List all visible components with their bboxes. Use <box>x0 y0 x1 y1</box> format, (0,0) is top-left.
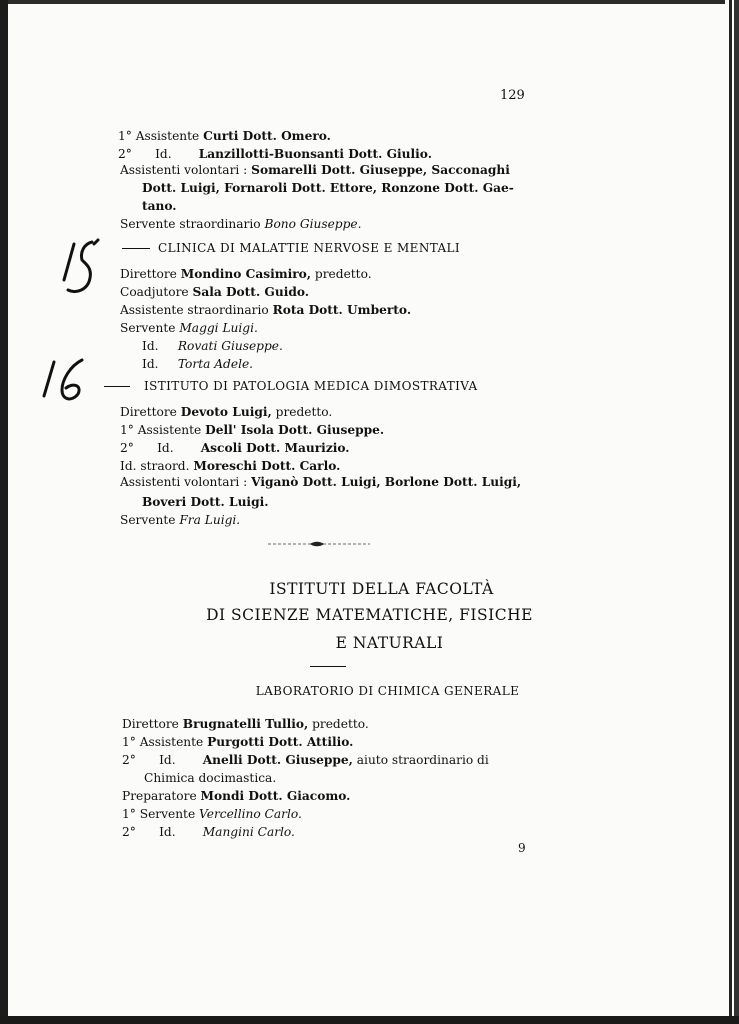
staff-name-italic: Torta Adele. <box>177 357 254 371</box>
scan-border-left <box>0 0 8 1024</box>
staff-line <box>144 770 276 786</box>
staff-role: Coadjutore <box>120 285 193 299</box>
staff-line <box>142 338 283 354</box>
staff-line <box>142 494 268 510</box>
staff-role: Preparatore <box>122 789 201 803</box>
staff-name: Devoto Luigi, <box>180 405 272 419</box>
staff-note: predetto. <box>271 405 333 419</box>
staff-role: Direttore <box>122 717 183 731</box>
staff-line <box>122 824 295 840</box>
scan-border-bottom <box>0 1016 739 1024</box>
staff-name-italic: Maggi Luigi. <box>179 321 258 335</box>
staff-role: 2° Id. <box>120 441 201 455</box>
staff-line <box>120 512 240 528</box>
staff-role: Assistente straordinario <box>120 303 273 317</box>
staff-role: 1° Servente <box>122 807 200 821</box>
staff-name: Rota Dott. Umberto. <box>272 303 412 317</box>
heading-rule <box>310 666 346 667</box>
scan-border-right <box>725 0 739 1024</box>
section-4-title: LABORATORIO DI CHIMICA GENERALE <box>255 684 520 698</box>
staff-line <box>122 788 350 804</box>
staff-line <box>120 216 361 232</box>
signature-mark: 9 <box>518 841 526 855</box>
staff-line <box>120 404 332 420</box>
staff-name: Brugnatelli Tullio, <box>182 717 309 731</box>
staff-name: Anelli Dott. Giuseppe, <box>202 753 353 767</box>
section-3-title: ISTITUTO DI PATOLOGIA MEDICA DIMOSTRATIVA <box>104 378 478 394</box>
staff-role: Assistenti volontari : <box>120 475 252 489</box>
staff-note: predetto. <box>308 717 369 731</box>
staff-note: predetto. <box>311 267 372 281</box>
staff-role: 1° Assistente <box>122 735 208 749</box>
staff-role: 2° Id. <box>122 825 203 839</box>
staff-line <box>120 474 521 490</box>
staff-line <box>120 440 350 456</box>
staff-name: Purgotti Dott. Attilio. <box>207 735 354 749</box>
staff-role: 1° Assistente <box>118 129 204 143</box>
staff-line <box>120 302 411 318</box>
staff-name: Moreschi Dott. Carlo. <box>193 459 341 473</box>
staff-name: Dell' Isola Dott. Giuseppe. <box>205 423 385 437</box>
staff-name-italic: Bono Giuseppe. <box>264 217 362 231</box>
handwritten-number-15 <box>58 238 128 302</box>
staff-name: Mondi Dott. Giacomo. <box>200 789 351 803</box>
staff-role: Id. <box>142 339 178 353</box>
staff-name: Viganò Dott. Luigi, Borlone Dott. Luigi, <box>251 475 522 489</box>
staff-line <box>120 284 309 300</box>
staff-role: Servente straordinario <box>120 217 265 231</box>
staff-role: Assistenti volontari : <box>120 163 252 177</box>
staff-line <box>120 320 258 336</box>
staff-line <box>142 198 177 214</box>
staff-role: 1° Assistente <box>120 423 206 437</box>
handwritten-number-16 <box>40 356 100 414</box>
heading-line-2: DI SCIENZE MATEMATICHE, FISICHE <box>206 606 533 624</box>
staff-name: tano. <box>142 199 177 213</box>
page-number: 129 <box>500 88 525 103</box>
staff-name-italic: Fra Luigi. <box>179 513 241 527</box>
staff-line <box>122 734 353 750</box>
staff-line <box>120 162 510 178</box>
staff-line <box>120 266 372 282</box>
staff-name-italic: Rovati Giuseppe. <box>177 339 283 353</box>
section-2-title: CLINICA DI MALATTIE NERVOSE E MENTALI <box>122 240 460 256</box>
scan-border-top <box>0 0 739 4</box>
staff-role: Id. straord. <box>120 459 194 473</box>
staff-line <box>120 458 340 474</box>
staff-name: Ascoli Dott. Maurizio. <box>200 441 350 455</box>
staff-role: Servente <box>120 321 180 335</box>
staff-line <box>142 180 514 196</box>
ornament-divider <box>268 540 370 548</box>
staff-name: Boveri Dott. Luigi. <box>142 495 269 509</box>
staff-role: Id. <box>142 357 178 371</box>
staff-role: Direttore <box>120 267 181 281</box>
staff-name: Somarelli Dott. Giuseppe, Sacconaghi <box>251 163 510 177</box>
staff-role: 2° Id. <box>118 147 199 161</box>
staff-name: Dott. Luigi, Fornaroli Dott. Ettore, Ronzone Dott. Gae- <box>142 181 514 195</box>
staff-name-italic: Mangini Carlo. <box>202 825 295 839</box>
staff-line <box>118 128 331 144</box>
staff-name: Lanzillotti-Buonsanti Dott. Giulio. <box>198 147 432 161</box>
staff-line <box>120 422 384 438</box>
staff-name-italic: Vercellino Carlo. <box>199 807 302 821</box>
heading-line-1: ISTITUTI DELLA FACOLTÀ <box>269 580 494 598</box>
staff-role: Direttore <box>120 405 181 419</box>
heading-line-3: E NATURALI <box>335 634 444 652</box>
staff-name: Sala Dott. Guido. <box>192 285 310 299</box>
staff-role: Servente <box>120 513 180 527</box>
staff-line <box>118 146 432 162</box>
staff-role: Chimica docimastica. <box>144 771 277 785</box>
staff-name: Curti Dott. Omero. <box>203 129 331 143</box>
staff-name: Mondino Casimiro, <box>180 267 312 281</box>
staff-note: aiuto straordinario di <box>352 753 489 767</box>
staff-line <box>122 716 369 732</box>
staff-line <box>122 752 489 768</box>
staff-role: 2° Id. <box>122 753 203 767</box>
staff-line <box>122 806 302 822</box>
staff-line <box>142 356 253 372</box>
